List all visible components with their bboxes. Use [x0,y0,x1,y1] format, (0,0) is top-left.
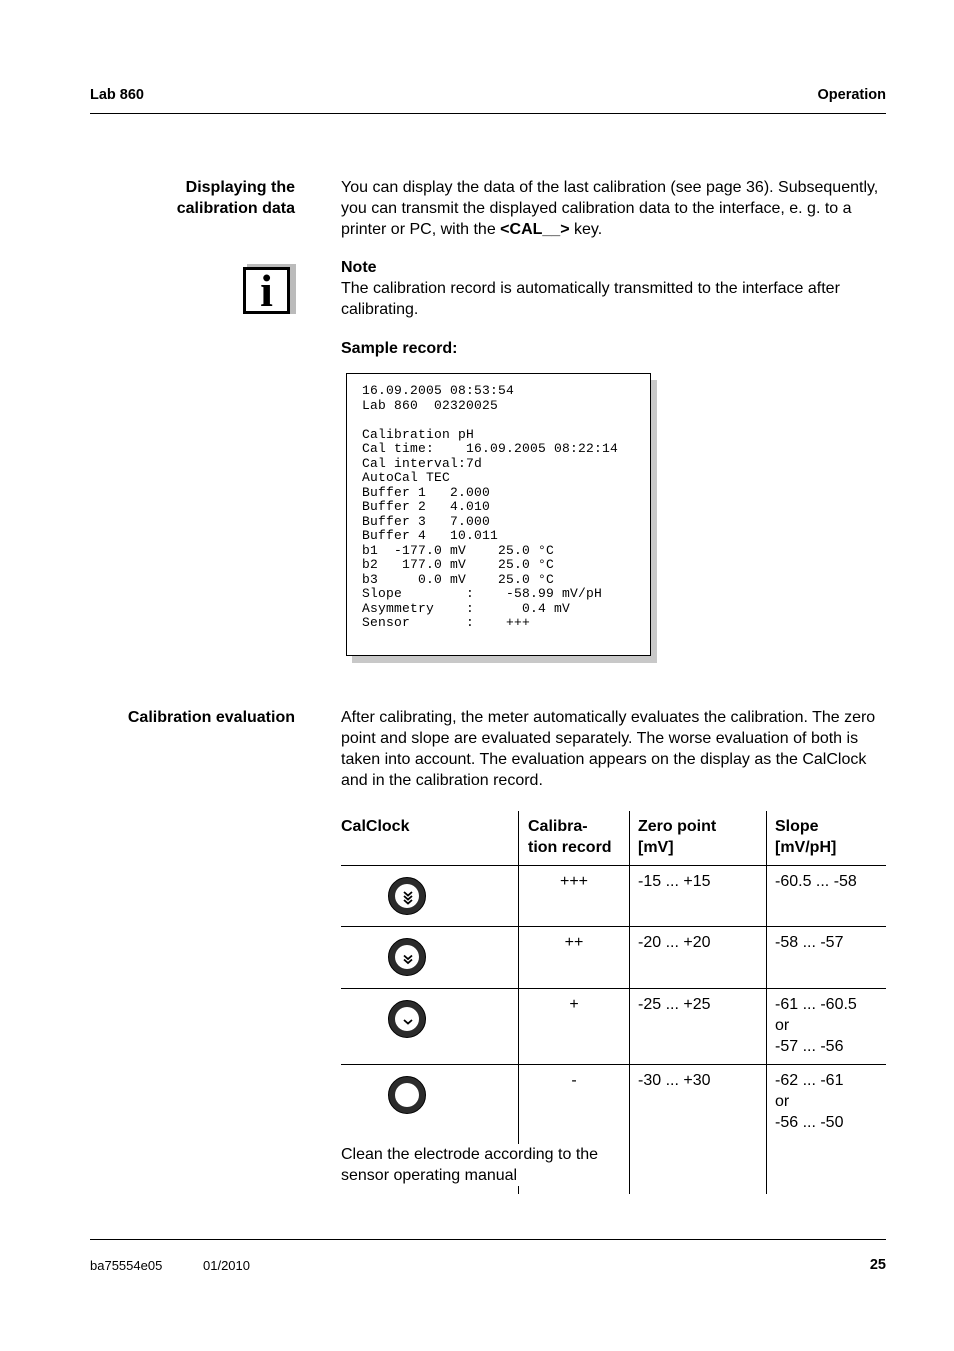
row2-record: ++ [564,934,584,951]
row4-slope [775,1070,843,1133]
th-slope-line1: Slope [775,818,819,835]
row1-slope: -60.5 ... -58 [775,873,857,890]
header-row-rule [341,865,886,866]
th-record-line2: tion record [528,839,612,856]
row3-slope-line3: -57 ... -56 [775,1038,844,1055]
header-left: Lab 860 [90,87,144,103]
row3-slope [775,994,857,1057]
calclock-table [341,811,886,1194]
row2-slope: -58 ... -57 [775,934,844,951]
row4-zero: -30 ... +30 [638,1072,711,1089]
row4-record: - [571,1072,577,1089]
footer-date: 01/2010 [203,1258,250,1273]
info-icon [243,267,290,314]
th-slope [775,816,836,858]
row-rule-3 [341,1064,886,1065]
th-calclock: CalClock [341,818,410,835]
sample-record-text: 16.09.2005 08:53:54 Lab 860 02320025 Calibration pH Cal time: 16.09.2005 08:22:14 Cal interval:7d AutoCal TEC Buffer 1 2.000 Buffer 2 4.010 Buffer 3 7.000 Buffer 4 10.011 b1 -177.0 mV 25.0 °C b2 177.0 mV 25.0 °C b3 0.0 mV 25.0 °C Slope : -58.99 mV/pH Asymmetry : 0.4 mV Sensor : +++ [362,383,619,630]
info-icon-glyph: i [260,265,273,316]
th-zero-line1: Zero point [638,818,717,835]
th-zero-line2: [mV] [638,839,674,856]
display-paragraph-text: You can display the data of the last calibration (see page 36). Subsequently, you can transmit the displayed calibration data to the interface, e. g. to a printer or PC, with the [341,179,879,238]
row4-slope-line1: -62 ... -61 [775,1072,844,1089]
note-title: Note [341,259,377,276]
note-text: The calibration record is automatically transmitted to the interface after calibrating. [341,280,840,318]
sample-record-box [346,373,651,656]
row1-zero: -15 ... +15 [638,873,711,890]
display-heading [177,177,295,219]
cal-key-label: <CAL__> [500,221,570,238]
th-zero-point [638,816,716,858]
footer-rule [90,1239,886,1240]
row-rule-2 [341,988,886,989]
th-record-line1: Calibra- [528,818,588,835]
display-heading-line1: Displaying the [185,179,295,196]
col-divider-2 [629,811,630,1194]
display-heading-line2: calibration data [176,200,295,217]
page-number: 25 [869,1257,886,1273]
header-rule [90,113,886,114]
evaluation-heading: Calibration evaluation [127,709,295,726]
calclock-2-ticks-icon [388,938,426,976]
row4-slope-line3: -56 ... -50 [775,1114,844,1131]
display-paragraph [341,177,889,240]
clean-electrode-note [341,1144,629,1186]
th-slope-line2: [mV/pH] [775,839,837,856]
sample-record-title: Sample record: [341,340,458,357]
row4-slope-line2: or [775,1093,790,1110]
footer-doc-id: ba75554e05 [90,1258,163,1273]
display-paragraph-end: key. [569,221,603,238]
col-divider-3 [766,811,767,1194]
clean-note-line1: Clean the electrode according to the [341,1146,599,1163]
row-rule-1 [341,926,886,927]
row1-record: +++ [559,873,589,890]
row3-zero: -25 ... +25 [638,996,711,1013]
row2-zero: -20 ... +20 [638,934,711,951]
row3-slope-line2: or [775,1017,790,1034]
evaluation-paragraph: After calibrating, the meter automatically evaluates the calibration. The zero point and slope are evaluated separately. The worse evaluation of both is taken into account. The evaluation appears on the display as the CalClock and in the calibration record. [341,709,876,789]
calclock-1-tick-icon [388,1000,426,1038]
row3-record: + [569,996,579,1013]
th-record [528,816,612,858]
header-right: Operation [817,87,886,103]
clean-note-line2: sensor operating manual [341,1167,518,1184]
calclock-3-ticks-icon [388,877,426,915]
calclock-empty-icon [388,1076,426,1114]
row3-slope-line1: -61 ... -60.5 [775,996,857,1013]
